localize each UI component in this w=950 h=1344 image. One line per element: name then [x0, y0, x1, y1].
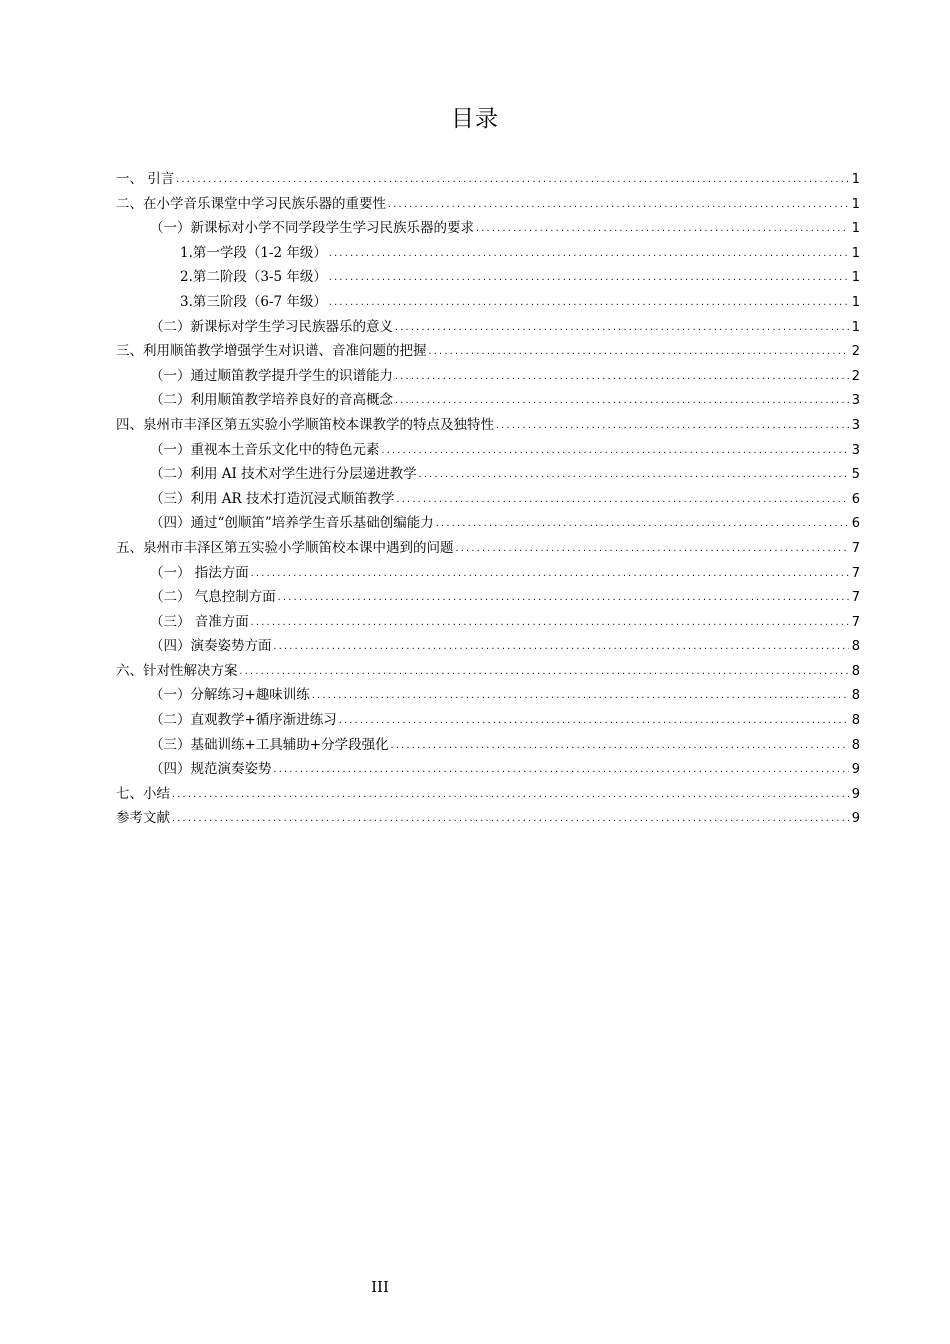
toc-dot-leader	[171, 783, 849, 808]
toc-entry-page: 3	[851, 442, 860, 458]
toc-entry-text: （一）重视本土音乐文化中的特色元素	[150, 441, 380, 458]
toc-entry[interactable]	[116, 659, 860, 684]
toc-entry-page: 1	[851, 245, 860, 261]
toc-entry-text: （一）分解练习+趣味训练	[150, 687, 310, 704]
toc-dot-leader	[475, 217, 849, 242]
toc-entry[interactable]	[116, 634, 860, 659]
table-of-contents	[116, 167, 860, 831]
toc-entry[interactable]	[116, 806, 860, 831]
toc-dot-leader	[328, 291, 849, 316]
toc-entry-text: 二、在小学音乐课堂中学习民族乐器的重要性	[116, 195, 386, 212]
toc-entry-page: 7	[851, 614, 860, 630]
toc-entry[interactable]	[116, 265, 860, 290]
toc-dot-leader	[390, 734, 849, 759]
toc-entry-text: （三） 音准方面	[150, 613, 249, 630]
toc-entry-page: 8	[851, 639, 860, 655]
toc-entry-page: 7	[851, 540, 860, 556]
toc-dot-leader	[455, 537, 850, 562]
toc-entry[interactable]	[116, 708, 860, 733]
toc-entry-page: 9	[851, 786, 860, 802]
toc-entry-text: （二） 气息控制方面	[150, 589, 276, 606]
toc-dot-leader	[250, 611, 849, 636]
page-number: III	[371, 1278, 389, 1296]
toc-entry-text: 五、泉州市丰泽区第五实验小学顺笛校本课中遇到的问题	[116, 539, 454, 556]
toc-entry-text: 2.第二阶段（3-5 年级）	[180, 269, 327, 286]
toc-dot-leader	[239, 660, 850, 685]
toc-entry-page: 8	[851, 713, 860, 729]
toc-entry-page: 9	[851, 811, 860, 827]
toc-dot-leader	[418, 463, 849, 488]
toc-dot-leader	[394, 389, 849, 414]
toc-entry-page: 1	[851, 172, 860, 187]
toc-entry[interactable]	[116, 241, 860, 266]
toc-dot-leader	[250, 562, 849, 587]
toc-dot-leader	[328, 266, 849, 291]
toc-entry-text: （四）演奏姿势方面	[150, 638, 272, 655]
toc-dot-leader	[277, 586, 849, 611]
toc-entry-text: （三）基础训练+工具辅助+分学段强化	[150, 736, 389, 753]
toc-entry-text: （一）新课标对小学不同学段学生学习民族乐器的要求	[150, 220, 474, 237]
toc-entry-page: 1	[851, 294, 860, 310]
toc-entry[interactable]	[116, 782, 860, 807]
toc-entry[interactable]	[116, 610, 860, 635]
toc-entry[interactable]	[116, 290, 860, 315]
toc-entry[interactable]	[116, 585, 860, 610]
toc-dot-leader	[338, 709, 849, 734]
toc-entry[interactable]	[116, 536, 860, 561]
toc-entry-text: （四）规范演奏姿势	[150, 761, 272, 778]
toc-entry-text: （一） 指法方面	[150, 564, 249, 581]
toc-entry-text: （二）利用 AI 技术对学生进行分层递进教学	[150, 466, 417, 483]
toc-entry-text: 四、泉州市丰泽区第五实验小学顺笛校本课教学的特点及独特性	[116, 416, 494, 433]
toc-dot-leader	[171, 807, 849, 832]
toc-entry-page: 1	[851, 221, 860, 237]
toc-entry-text: （二）直观教学+循序渐进练习	[150, 712, 337, 729]
toc-entry[interactable]	[116, 192, 860, 217]
toc-entry-text: 六、针对性解决方案	[116, 662, 238, 679]
toc-dot-leader	[273, 758, 850, 783]
toc-entry[interactable]	[116, 388, 860, 413]
toc-entry[interactable]	[116, 364, 860, 389]
toc-dot-leader	[175, 168, 849, 193]
toc-entry-text: 3.第三阶段（6-7 年级）	[180, 293, 327, 310]
toc-dot-leader	[328, 242, 849, 267]
toc-entry[interactable]	[116, 315, 860, 340]
toc-dot-leader	[381, 439, 850, 464]
toc-entry[interactable]	[116, 167, 860, 192]
toc-entry-text: （二）利用顺笛教学培养良好的音高概念	[150, 392, 393, 409]
toc-entry-page: 2	[851, 344, 860, 360]
toc-entry-text: 参考文献	[116, 810, 170, 827]
toc-entry-page: 3	[851, 417, 860, 433]
toc-entry-text: （一）通过顺笛教学提升学生的识谱能力	[150, 367, 393, 384]
toc-entry-page: 1	[851, 319, 860, 335]
toc-entry-text: （四）通过“创顺笛”培养学生音乐基础创编能力	[150, 515, 434, 532]
toc-title: 目录	[451, 106, 499, 132]
toc-dot-leader	[394, 316, 849, 341]
toc-dot-leader	[495, 414, 849, 439]
toc-entry[interactable]	[116, 413, 860, 438]
toc-entry-text: 1.第一学段（1-2 年级）	[180, 244, 327, 261]
toc-entry-text: （二）新课标对学生学习民族器乐的意义	[150, 318, 393, 335]
toc-entry-page: 6	[851, 491, 860, 507]
toc-entry-page: 7	[851, 565, 860, 581]
toc-entry-text: 三、利用顺笛教学增强学生对识谱、音准问题的把握	[116, 343, 427, 360]
toc-dot-leader	[428, 340, 850, 365]
toc-entry-page: 8	[851, 688, 860, 704]
toc-entry-page: 1	[851, 196, 860, 212]
toc-entry-page: 8	[851, 737, 860, 753]
toc-entry-text: 一、 引言	[116, 171, 175, 187]
toc-entry-text: 七、小结	[116, 785, 170, 802]
toc-dot-leader	[387, 193, 849, 218]
toc-entry[interactable]	[116, 683, 860, 708]
toc-entry[interactable]	[116, 438, 860, 463]
toc-entry-page: 2	[851, 368, 860, 384]
toc-entry-text: （三）利用 AR 技术打造沉浸式顺笛教学	[150, 490, 395, 507]
toc-entry[interactable]	[116, 216, 860, 241]
toc-dot-leader	[394, 365, 849, 390]
toc-dot-leader	[396, 488, 850, 513]
toc-entry-page: 1	[851, 270, 860, 286]
toc-entry-page: 3	[851, 393, 860, 409]
toc-entry-page: 6	[851, 516, 860, 532]
toc-dot-leader	[435, 512, 849, 537]
toc-entry[interactable]	[116, 757, 860, 782]
toc-entry-page: 9	[851, 762, 860, 778]
toc-entry[interactable]	[116, 339, 860, 364]
toc-entry[interactable]	[116, 511, 860, 536]
toc-entry-page: 5	[851, 467, 860, 483]
toc-dot-leader	[273, 635, 850, 660]
toc-entry-page: 8	[851, 663, 860, 679]
toc-entry[interactable]	[116, 462, 860, 487]
toc-dot-leader	[311, 684, 849, 709]
toc-entry[interactable]	[116, 733, 860, 758]
toc-entry[interactable]	[116, 561, 860, 586]
toc-entry-page: 7	[851, 590, 860, 606]
toc-entry[interactable]	[116, 487, 860, 512]
